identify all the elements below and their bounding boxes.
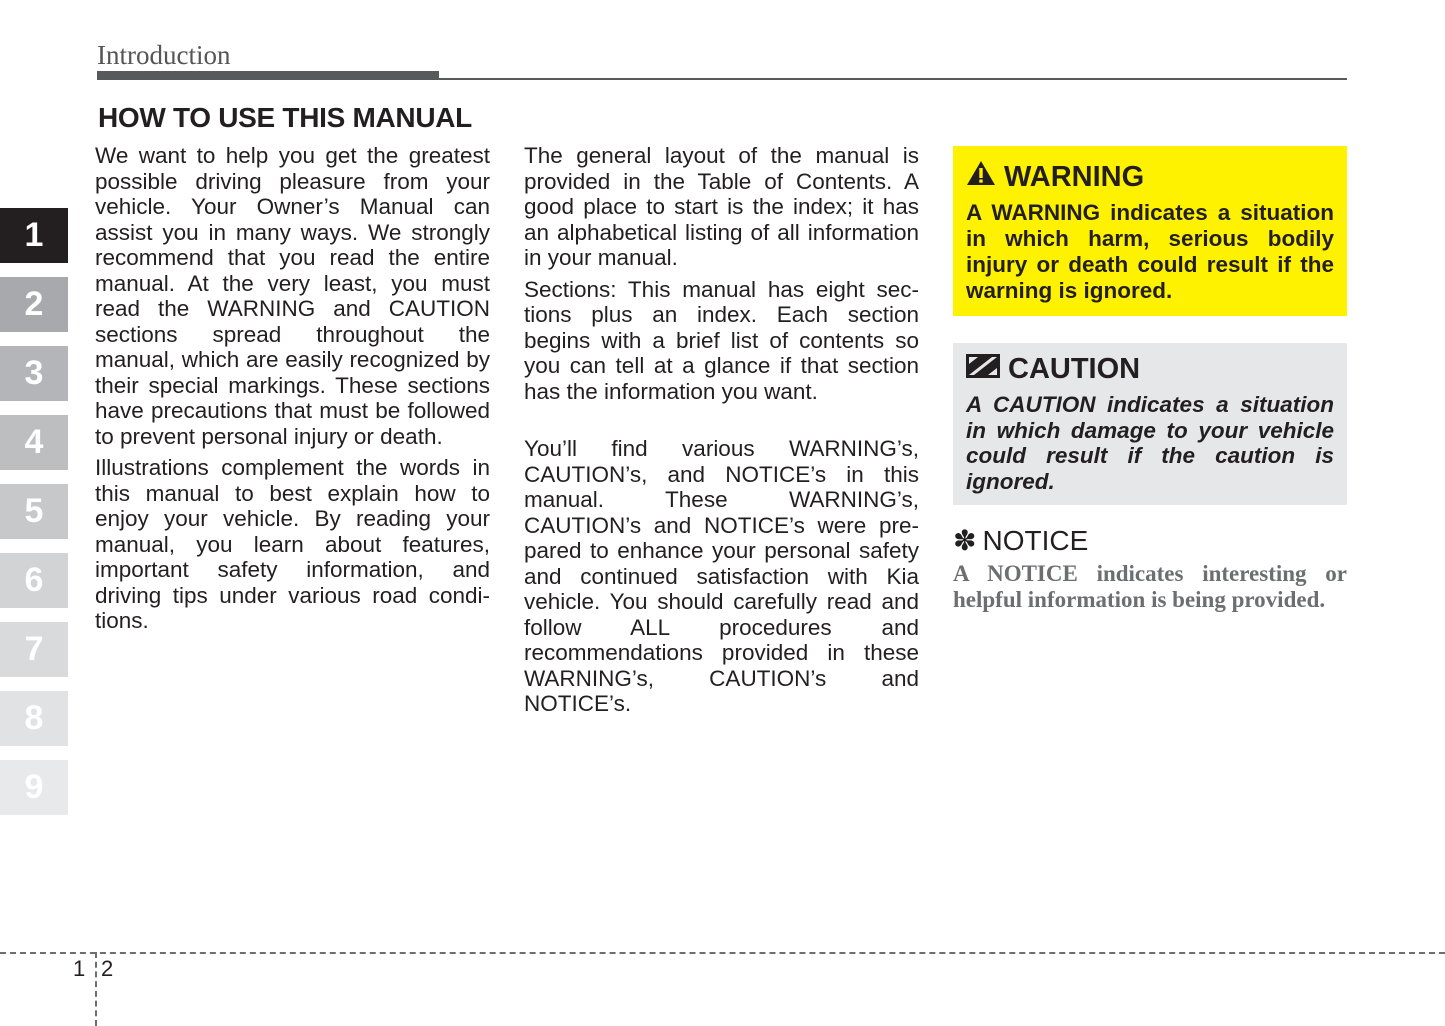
warning-title: WARNING <box>1004 160 1145 193</box>
paragraph: You’ll find various WARNING’s, CAUTION’s, and NOTICE’s in this manual. These WARNING’s, CAUTION’s and NOTICE’s were prepared to enhance your personal safety and continued satisfaction with Kia vehicle. You should carefully read and follow ALL procedures and recommendations provided in these WARNING’s, CAUTION’s and NOTICE’s. <box>524 436 919 716</box>
notice-title-row <box>953 524 1347 557</box>
paragraph: The general layout of the manual is provided in the Table of Contents. A good place to start is the index; it has an alphabetical listing of all information in your manual. <box>524 143 919 270</box>
chapter-tab-label: 7 <box>24 630 44 668</box>
warning-box <box>953 146 1347 316</box>
chapter-tab-2[interactable] <box>0 277 68 332</box>
chapter-tab-label: 6 <box>24 561 44 599</box>
notice-title: NOTICE <box>982 524 1089 556</box>
paragraph: We want to help you get the greatest possible driving pleasure from your vehicle. Your Owner’s Manual can assist you in many ways. We strongly recommend that you read the entire manual. At the very least, you must read the WARNING and CAUTION sections spread throughout the manual, which are easily recognized by their special markings. These sections have precautions that must be followed to prevent personal injury or death. <box>95 143 490 449</box>
paragraph: Illustrations complement the words in this manual to best explain how to enjoy your vehicle. By reading your manual, you learn about features, important safety information, and driving tips under various road conditions. <box>95 455 490 633</box>
footer-divider <box>0 952 1445 954</box>
caution-slash-icon <box>966 353 1000 386</box>
chapter-tab-8[interactable] <box>0 691 68 746</box>
footer-vertical-divider <box>95 952 97 1026</box>
chapter-tab-label: 9 <box>24 768 44 806</box>
page-heading: HOW TO USE THIS MANUAL <box>98 102 472 133</box>
chapter-tab-3[interactable] <box>0 346 68 401</box>
footer-chapter-number: 1 <box>73 956 86 981</box>
chapter-tab-9[interactable] <box>0 760 68 815</box>
warning-text: A WARNING indicates a situation in which harm, serious bodily injury or death could result if the warning is ignored. <box>966 200 1334 303</box>
chapter-tab-4[interactable] <box>0 415 68 470</box>
chapter-tab-label: 4 <box>24 423 44 461</box>
text-column-2 <box>524 143 919 723</box>
section-title: Introduction <box>97 40 231 70</box>
chapter-tab-label: 8 <box>24 699 44 737</box>
notice-section <box>953 524 1347 612</box>
notice-text: A NOTICE indicates interesting or helpful information is being provided. <box>953 561 1347 612</box>
warning-triangle-icon <box>966 160 996 194</box>
chapter-tab-6[interactable] <box>0 553 68 608</box>
text-column-1 <box>95 143 490 640</box>
caution-title-row <box>966 353 1334 386</box>
chapter-tab-5[interactable] <box>0 484 68 539</box>
caution-title: CAUTION <box>1008 353 1141 385</box>
chapter-tab-7[interactable] <box>0 622 68 677</box>
caution-text: A CAUTION indicates a situation in which damage to your vehicle could result if the caution is ignored. <box>966 392 1334 494</box>
chapter-tab-label: 3 <box>24 354 44 392</box>
asterisk-icon: ✽ <box>953 525 977 556</box>
caution-box <box>953 343 1347 505</box>
warning-title-row <box>966 160 1334 194</box>
chapter-tab-label: 2 <box>24 285 44 323</box>
paragraph: Sections: This manual has eight sections plus an index. Each section begins with a brief list of contents so you can tell at a glance if that section has the information you want. <box>524 276 919 404</box>
chapter-tab-label: 5 <box>24 492 44 530</box>
header-rule <box>97 78 1347 80</box>
footer-page-number: 2 <box>101 956 114 981</box>
chapter-tab-label: 1 <box>24 216 44 254</box>
chapter-tab-1[interactable] <box>0 208 68 263</box>
